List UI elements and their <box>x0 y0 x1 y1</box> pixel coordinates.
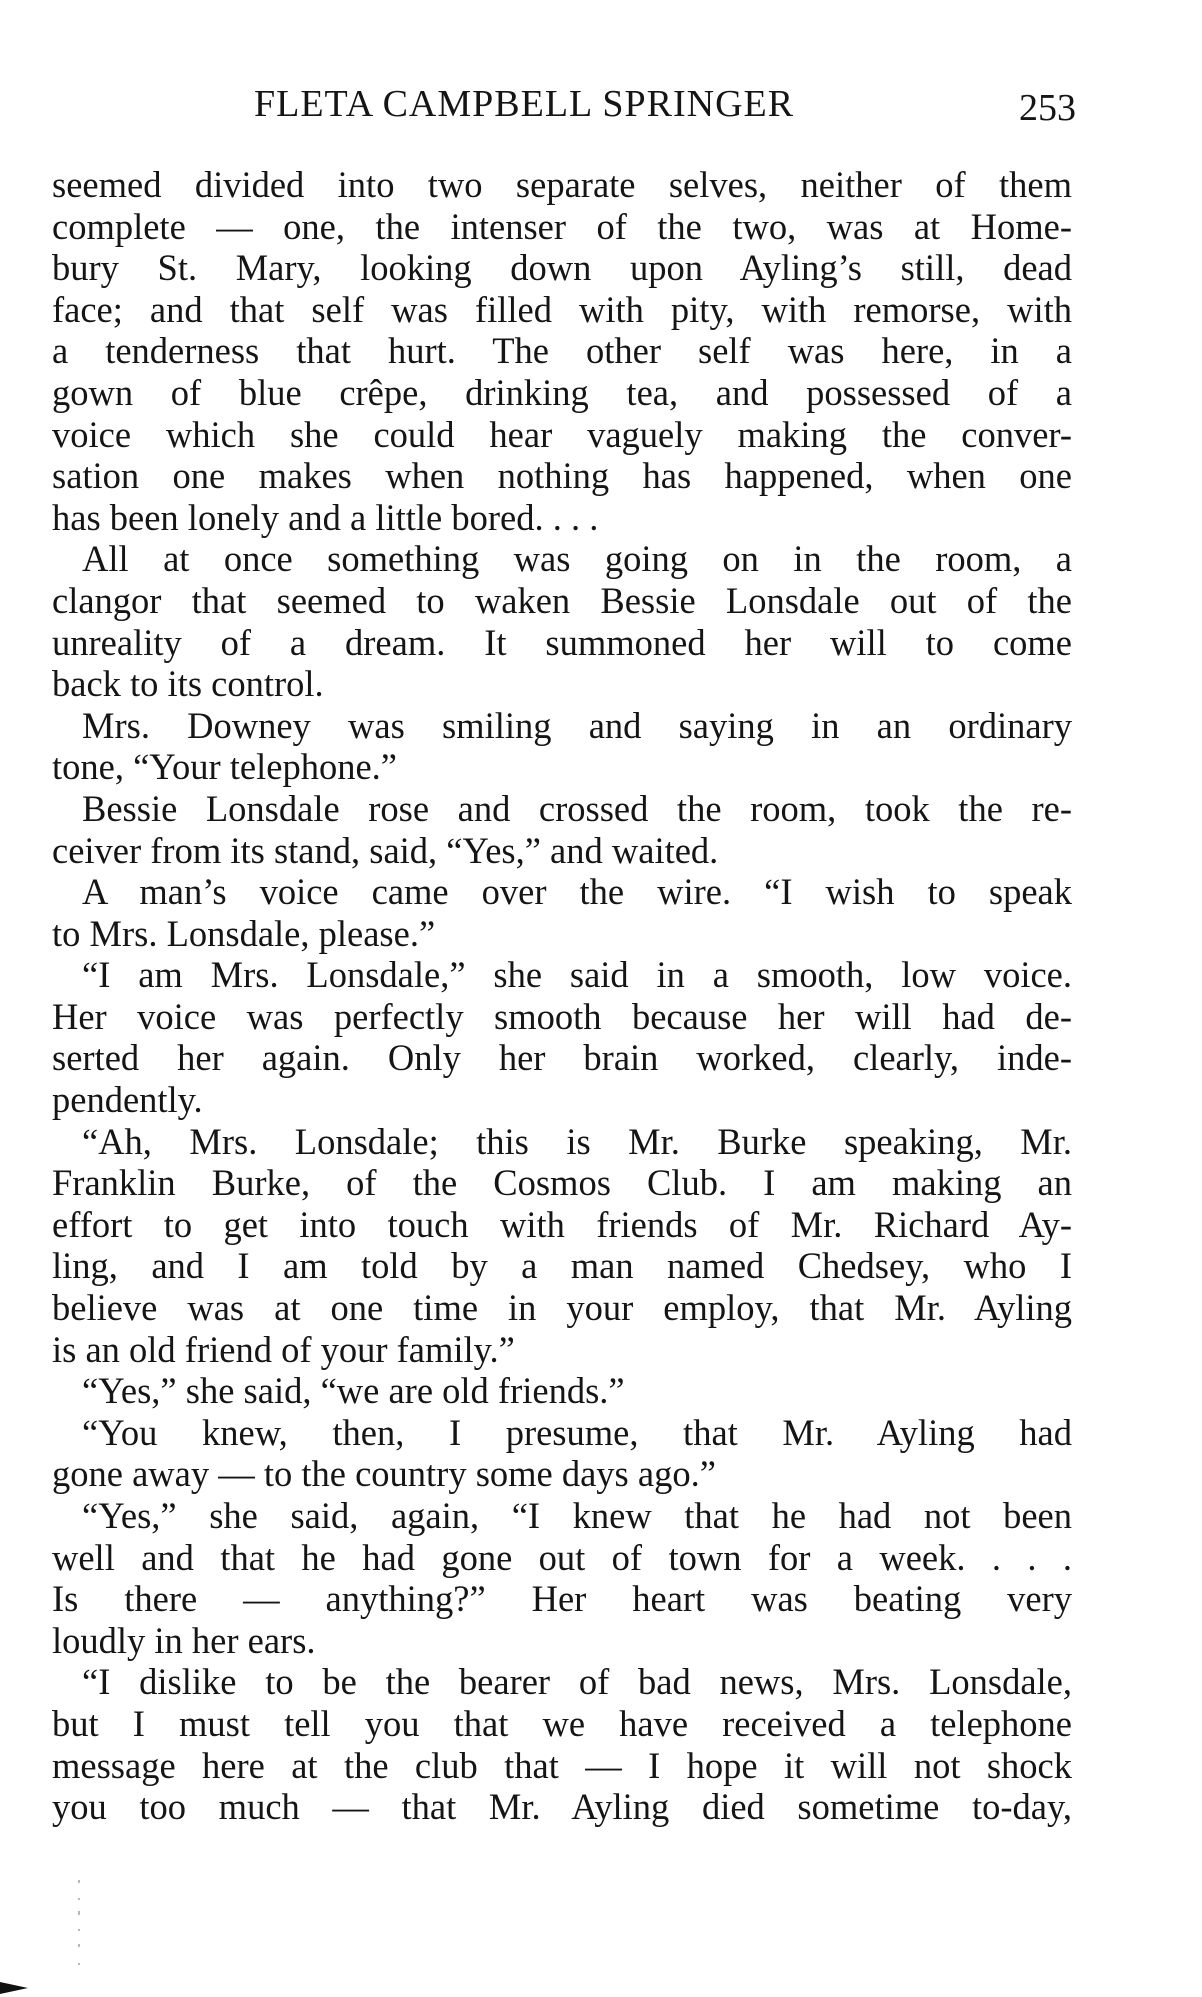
running-head: FLETA CAMPBELL SPRINGER <box>254 83 795 125</box>
text-line: well and that he had gone out of town for a week. . . . <box>52 1536 1072 1578</box>
text-line: has been lonely and a little bored. . . . <box>52 496 599 538</box>
text-line: unreality of a dream. It summoned her will to come <box>52 621 1072 663</box>
text-line: you too much — that Mr. Ayling died sometime to-day, <box>52 1786 1072 1828</box>
text-line: back to its control. <box>52 663 324 705</box>
text-line: ceiver from its stand, said, “Yes,” and waited. <box>52 829 719 871</box>
text-line: A man’s voice came over the wire. “I wish to speak <box>82 871 1072 913</box>
text-line: Bessie Lonsdale rose and crossed the room, took the re- <box>82 787 1072 829</box>
text-line: All at once something was going on in the room, a <box>82 538 1072 580</box>
text-line: is an old friend of your family.” <box>52 1328 515 1370</box>
text-line: Franklin Burke, of the Cosmos Club. I am making an <box>52 1162 1072 1204</box>
text-line: “I dislike to be the bearer of bad news, Mrs. Lonsdale, <box>82 1661 1072 1703</box>
text-line: clangor that seemed to waken Bessie Lonsdale out of the <box>52 579 1072 621</box>
text-line: to Mrs. Lonsdale, please.” <box>52 912 436 954</box>
margin-specks <box>78 1880 84 1980</box>
page-number: 253 <box>1019 87 1076 129</box>
text-line: Mrs. Downey was smiling and saying in an ordinary <box>82 704 1072 746</box>
text-line: ling, and I am told by a man named Chedsey, who I <box>52 1245 1072 1287</box>
text-line: believe was at one time in your employ, that Mr. Ayling <box>52 1287 1072 1329</box>
text-line: face; and that self was filled with pity, with remorse, with <box>52 288 1072 330</box>
text-line: a tenderness that hurt. The other self was here, in a <box>52 330 1072 372</box>
text-line: tone, “Your telephone.” <box>52 746 397 788</box>
text-line: sation one makes when nothing has happened, when one <box>52 455 1072 497</box>
text-line: voice which she could hear vaguely making the conver- <box>52 413 1072 455</box>
text-line: but I must tell you that we have received a telephone <box>52 1702 1072 1744</box>
text-line: message here at the club that — I hope it will not shock <box>52 1744 1072 1786</box>
text-line: “Yes,” she said, again, “I knew that he had not been <box>82 1495 1072 1536</box>
text-line: “Yes,” she said, “we are old friends.” <box>82 1370 625 1412</box>
page-header <box>56 82 1076 130</box>
text-line: “Ah, Mrs. Lonsdale; this is Mr. Burke speaking, Mr. <box>82 1120 1072 1162</box>
text-line: loudly in her ears. <box>52 1619 316 1661</box>
text-line: effort to get into touch with friends of Mr. Richard Ay- <box>52 1203 1072 1245</box>
edge-mark <box>0 1982 28 1994</box>
text-line: “I am Mrs. Lonsdale,” she said in a smooth, low voice. <box>82 954 1072 996</box>
text-line: seemed divided into two separate selves, neither of them <box>52 164 1072 205</box>
text-line: pendently. <box>52 1079 203 1121</box>
body-text <box>52 164 1072 1828</box>
text-line: gown of blue crêpe, drinking tea, and possessed of a <box>52 371 1072 413</box>
text-line: serted her again. Only her brain worked, clearly, inde- <box>52 1037 1072 1079</box>
text-line: gone away — to the country some days ago.” <box>52 1453 716 1495</box>
text-line: Is there — anything?” Her heart was beating very <box>52 1578 1072 1620</box>
text-line: Her voice was perfectly smooth because her will had de- <box>52 995 1072 1037</box>
text-line: bury St. Mary, looking down upon Ayling’s still, dead <box>52 247 1072 289</box>
text-line: “You knew, then, I presume, that Mr. Ayling had <box>82 1411 1072 1453</box>
text-line: complete — one, the intenser of the two, was at Home- <box>52 205 1072 247</box>
